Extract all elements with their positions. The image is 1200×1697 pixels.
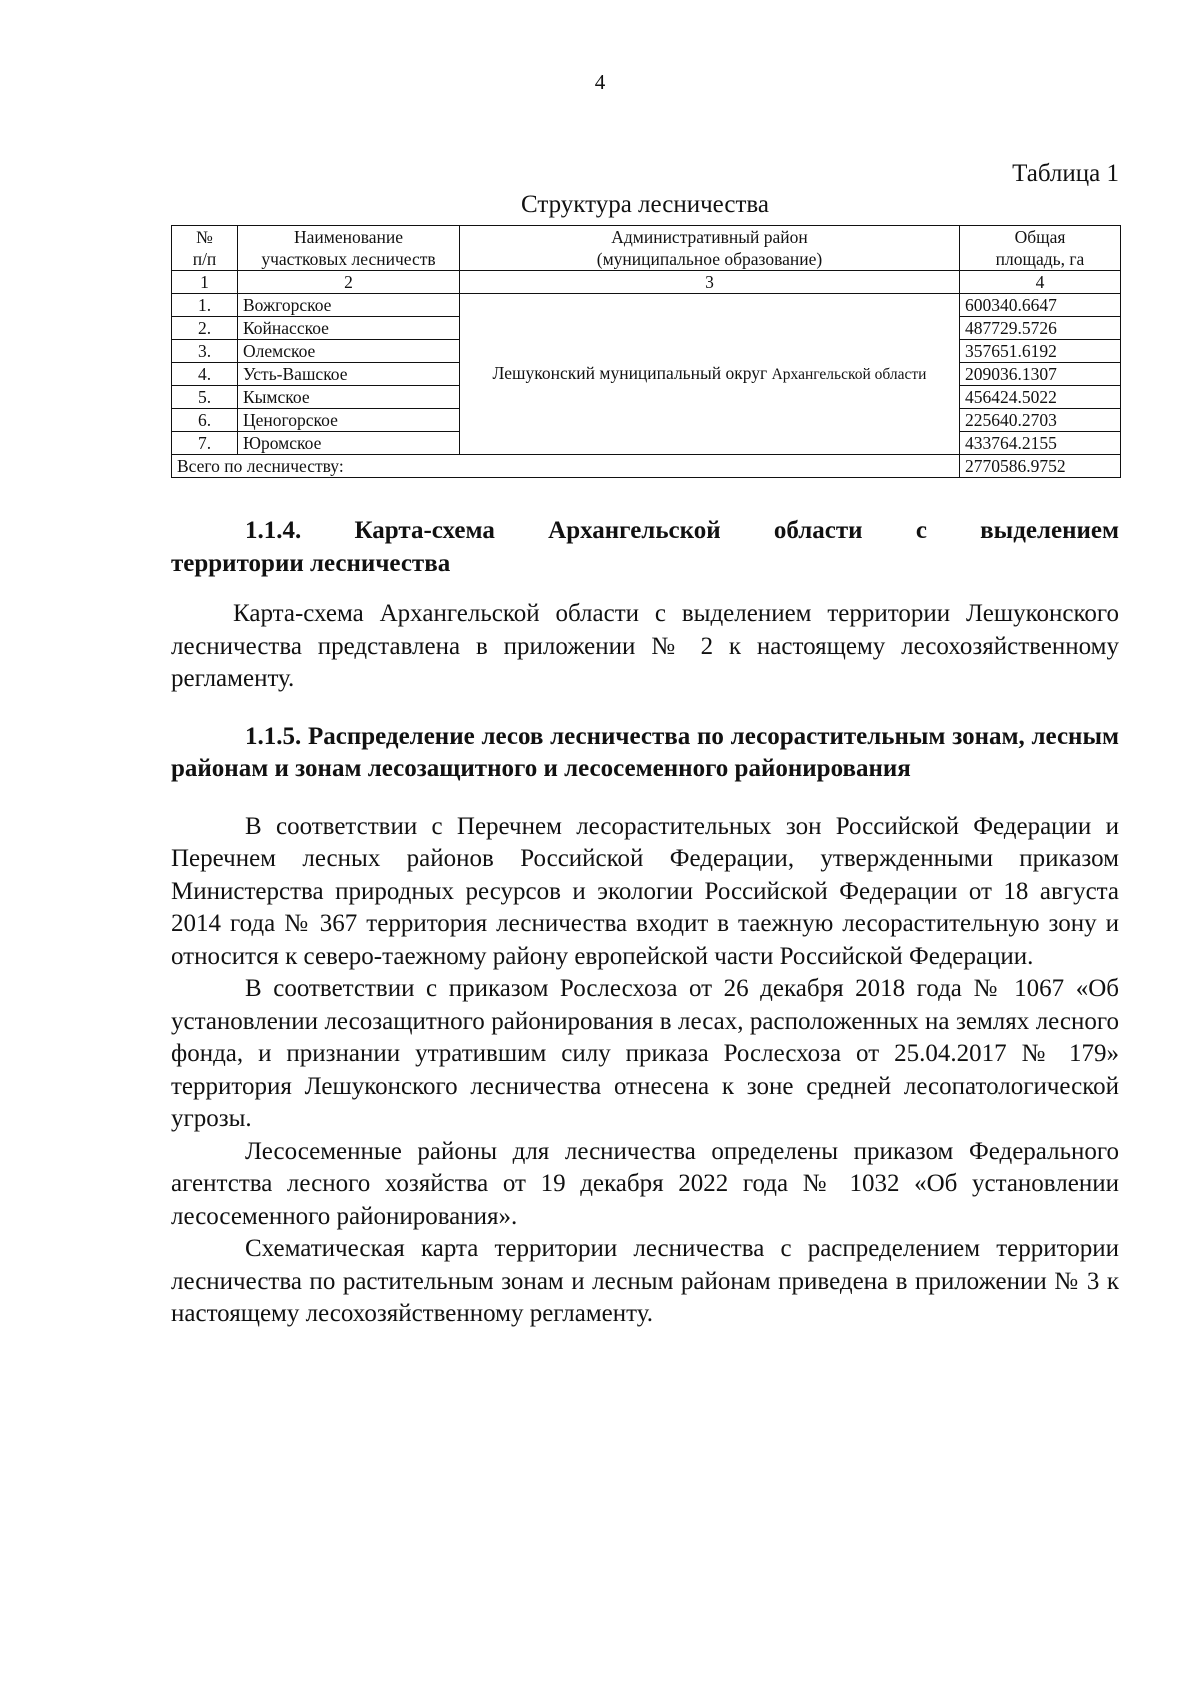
table-caption: Таблица 1: [1012, 160, 1119, 187]
row-num: 5.: [172, 386, 238, 409]
paragraph: Лесосеменные районы для лесничества определены приказом Федерального агентства лесного хозяйства от 19 декабря 2022 года № 1032 «Об установлении лесосеменного районирования».: [171, 1137, 1119, 1230]
row-area: 357651.6192: [960, 340, 1121, 363]
table-row: [172, 294, 1121, 317]
page-number: 4: [594, 70, 606, 94]
section-heading-1-1-4-continued: территории лесничества: [171, 549, 451, 577]
district-region: Архангельской области: [771, 366, 927, 383]
row-area: 600340.6647: [960, 294, 1121, 317]
row-name: Юромское: [238, 432, 460, 455]
row-num: 4.: [172, 363, 238, 386]
row-name: Кымское: [238, 386, 460, 409]
section-heading-1-1-5: 1.1.5. Распределение лесов лесничества по лесорастительным зонам, лесным районам и зонам лесозащитного и лесосеменного районирования: [171, 722, 1119, 782]
row-num: 1.: [172, 294, 238, 317]
header-name: Наименование участковых лесничеств: [238, 226, 460, 271]
header-area: Общая площадь, га: [960, 226, 1121, 271]
column-number: 4: [960, 271, 1121, 294]
forestry-structure-table: [171, 225, 1121, 478]
paragraph: Карта-схема Архангельской области с выделением территории Лешуконского лесничества представлена в приложении № 2 к настоящему лесохозяйственному регламенту.: [171, 600, 1119, 692]
row-name: Усть-Вашское: [238, 363, 460, 386]
paragraph: В соответствии с приказом Рослесхоза от 26 декабря 2018 года № 1067 «Об установлении лесозащитного районирования в лесах, расположенных на землях лесного фонда, и признании утратившим силу приказа Рослесхоза от 25.04.2017 № 179» территория Лешуконского лесничества отнесена к зоне средней лесопатологической угрозы.: [171, 975, 1119, 1132]
row-name: Койнасское: [238, 317, 460, 340]
row-area: 456424.5022: [960, 386, 1121, 409]
row-num: 3.: [172, 340, 238, 363]
column-number: 2: [238, 271, 460, 294]
document-body: [171, 515, 1119, 1331]
paragraph: В соответствии с Перечнем лесорастительных зон Российской Федерации и Перечнем лесных районов Российской Федерации, утвержденными приказом Министерства природных ресурсов и экологии Российской Федерации от 18 августа 2014 года № 367 территория лесничества входит в таежную лесорастительную зону и относится к северо-таежному району европейской части Российской Федерации.: [171, 812, 1119, 970]
row-name: Вожгорское: [238, 294, 460, 317]
column-number: 3: [460, 271, 960, 294]
paragraph: Схематическая карта территории лесничества с распределением территории лесничества по растительным зонам и лесным районам приведена в приложении № 3 к настоящему лесохозяйственному регламенту.: [171, 1235, 1119, 1327]
row-name: Олемское: [238, 340, 460, 363]
row-area: 225640.2703: [960, 409, 1121, 432]
header-num: № п/п: [172, 226, 238, 271]
table-total-row: [172, 455, 1121, 478]
column-number: 1: [172, 271, 238, 294]
district-cell: [460, 294, 960, 455]
row-num: 7.: [172, 432, 238, 455]
header-district: Административный район (муниципальное образование): [460, 226, 960, 271]
district-main: Лешуконский муниципальный округ: [492, 363, 768, 383]
row-area: 433764.2155: [960, 432, 1121, 455]
table-title: Структура лесничества: [521, 191, 769, 218]
row-num: 6.: [172, 409, 238, 432]
total-label: Всего по лесничеству:: [172, 455, 960, 478]
row-area: 487729.5726: [960, 317, 1121, 340]
column-numbers-row: [172, 271, 1121, 294]
section-heading-1-1-4: 1.1.4. Карта-схема Архангельской области с выделением: [245, 517, 1119, 544]
row-num: 2.: [172, 317, 238, 340]
row-name: Ценогорское: [238, 409, 460, 432]
row-area: 209036.1307: [960, 363, 1121, 386]
table-header-row: [172, 226, 1121, 271]
total-value: 2770586.9752: [960, 455, 1121, 478]
